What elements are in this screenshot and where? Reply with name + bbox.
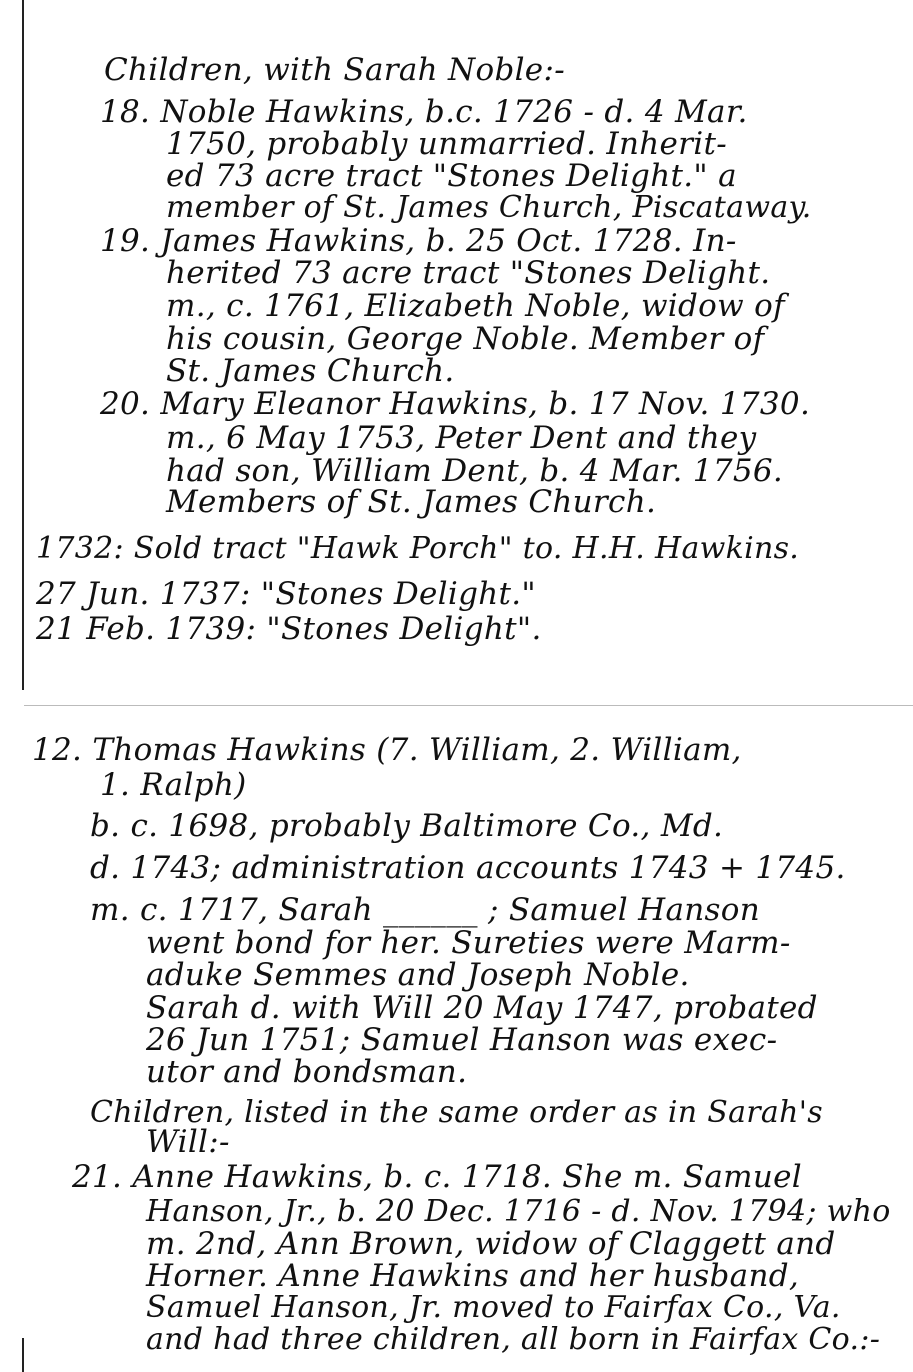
thomas-marriage-line-6: utor and bondsman. — [146, 1054, 468, 1090]
entry-18-line-2: 1750, probably unmarried. Inherit- — [166, 126, 728, 162]
entry-20-line-2: m., 6 May 1753, Peter Dent and they — [166, 420, 757, 456]
entry-18-line-3: ed 73 acre tract "Stones Delight." a — [166, 158, 737, 194]
children-intro: Children, with Sarah Noble:- — [104, 52, 565, 88]
thomas-marriage-line-4: Sarah d. with Will 20 May 1747, probated — [146, 990, 818, 1026]
entry-21-line-6: and had three children, all born in Fairfax Co.:- — [146, 1322, 881, 1357]
date-entry-1737: 27 Jun. 1737: "Stones Delight." — [36, 576, 536, 612]
entry-19-line-3: m., c. 1761, Elizabeth Noble, widow of — [166, 288, 785, 324]
entry-18-line-4: member of St. James Church, Piscataway. — [166, 190, 812, 225]
entry-20-line-1: 20. Mary Eleanor Hawkins, b. 17 Nov. 1730. — [100, 386, 811, 422]
entry-20-line-4: Members of St. James Church. — [166, 484, 657, 520]
thomas-heading-line-2: 1. Ralph) — [100, 767, 247, 803]
entry-19-line-5: St. James Church. — [166, 353, 455, 389]
thomas-death: d. 1743; administration accounts 1743 + 1745. — [90, 850, 846, 886]
section-divider — [24, 705, 913, 706]
thomas-marriage-line-1: m. c. 1717, Sarah ______ ; Samuel Hanson — [90, 892, 760, 928]
entry-19-line-4: his cousin, George Noble. Member of — [166, 321, 765, 357]
thomas-marriage-line-3: aduke Semmes and Joseph Noble. — [146, 957, 690, 993]
entry-18-line-1: 18. Noble Hawkins, b.c. 1726 - d. 4 Mar. — [100, 94, 748, 130]
thomas-birth: b. c. 1698, probably Baltimore Co., Md. — [90, 808, 724, 844]
thomas-heading-line-1: 12. Thomas Hawkins (7. William, 2. William, — [32, 732, 742, 768]
entry-19-line-1: 19. James Hawkins, b. 25 Oct. 1728. In- — [100, 223, 737, 259]
date-entry-1732: 1732: Sold tract "Hawk Porch" to. H.H. Hawkins. — [36, 531, 800, 566]
children-list-intro-line-1: Children, listed in the same order as in Sarah's — [90, 1095, 823, 1130]
entry-20-line-3: had son, William Dent, b. 4 Mar. 1756. — [166, 453, 784, 489]
entry-21-line-3: m. 2nd, Ann Brown, widow of Claggett and — [146, 1226, 836, 1262]
margin-line-bottom — [22, 1338, 24, 1372]
entry-19-line-2: herited 73 acre tract "Stones Delight. — [166, 255, 771, 291]
margin-line-top — [22, 0, 24, 690]
date-entry-1739: 21 Feb. 1739: "Stones Delight". — [36, 611, 542, 647]
entry-21-line-5: Samuel Hanson, Jr. moved to Fairfax Co., Va. — [146, 1290, 841, 1325]
entry-21-line-4: Horner. Anne Hawkins and her husband, — [146, 1258, 800, 1294]
thomas-marriage-line-5: 26 Jun 1751; Samuel Hanson was exec- — [146, 1022, 778, 1058]
children-list-intro-line-2: Will:- — [146, 1124, 230, 1160]
entry-21-line-2: Hanson, Jr., b. 20 Dec. 1716 - d. Nov. 1794; who — [146, 1194, 891, 1229]
entry-21-line-1: 21. Anne Hawkins, b. c. 1718. She m. Samuel — [72, 1159, 802, 1195]
thomas-marriage-line-2: went bond for her. Sureties were Marm- — [146, 925, 791, 961]
